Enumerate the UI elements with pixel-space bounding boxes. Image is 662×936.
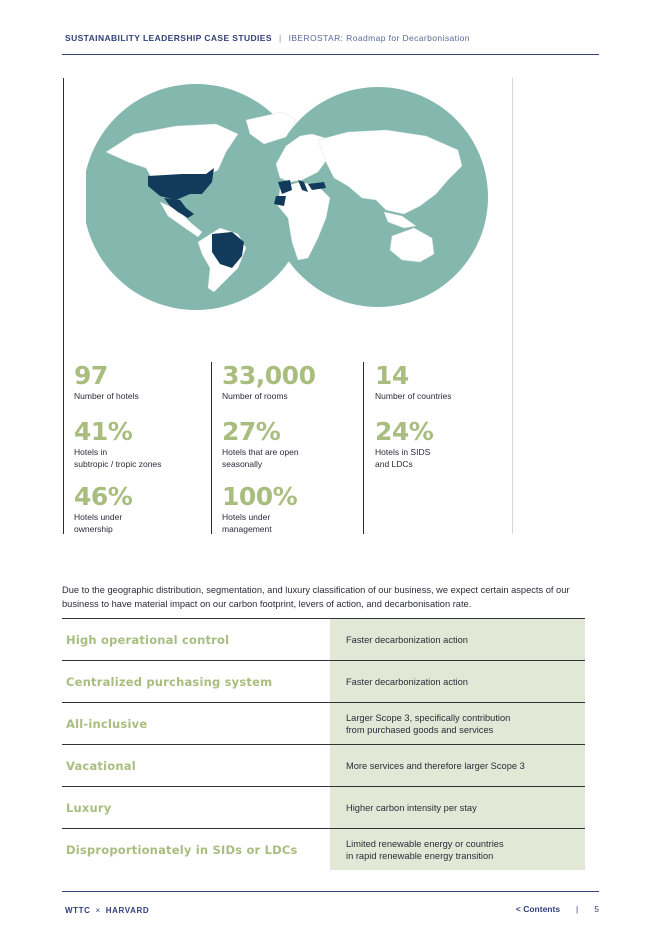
stat-label: Hotels in SIDS and LDCs — [375, 447, 431, 469]
stat-value: 33,000 — [222, 361, 316, 390]
table-row — [62, 744, 585, 786]
series-title: SUSTAINABILITY LEADERSHIP CASE STUDIES — [65, 33, 272, 43]
impact-cell: Limited renewable energy or countries in rapid renewable energy transition — [330, 829, 585, 870]
stats-column-divider-1 — [211, 362, 212, 534]
table-row — [62, 702, 585, 744]
stat-ownership — [74, 483, 132, 535]
stats-column-divider-2 — [363, 362, 364, 534]
stat-label: Hotels under ownership — [74, 512, 123, 534]
stat-label: Hotels in subtropic / tropic zones — [74, 447, 162, 469]
header-separator: | — [278, 33, 282, 43]
stat-subtropic — [74, 418, 161, 470]
stat-management — [222, 483, 297, 535]
footer-brand — [65, 906, 149, 915]
factor-cell: Vacational — [66, 758, 136, 773]
stat-label: Hotels under management — [222, 512, 272, 534]
stat-label: Number of hotels — [74, 391, 139, 401]
right-border-line — [512, 78, 513, 534]
impact-cell: More services and therefore larger Scope 3 — [330, 745, 585, 786]
page-number: 5 — [594, 904, 599, 914]
table-row — [62, 828, 585, 870]
stat-value: 27% — [222, 417, 281, 446]
footer-times: × — [95, 906, 101, 915]
stat-sids — [375, 418, 433, 470]
intro-paragraph: Due to the geographic distribution, segmentation, and luxury classification of our business, we expect certain aspects of our business to have material impact on our carbon footprint, levers of action, and decarbonisation rate. — [62, 585, 570, 610]
stat-value: 97 — [74, 361, 108, 390]
left-border-line — [63, 78, 64, 534]
stat-value: 41% — [74, 417, 133, 446]
impact-cell: Larger Scope 3, specifically contribution from purchased goods and services — [330, 703, 585, 744]
footer-nav — [516, 904, 599, 914]
factor-cell: Disproportionately in SIDs or LDCs — [66, 842, 298, 857]
stat-label: Hotels that are open seasonally — [222, 447, 299, 469]
footer-rule — [62, 891, 599, 892]
document-title: IBEROSTAR: Roadmap for Decarbonisation — [288, 33, 470, 43]
page-header — [65, 33, 470, 43]
stat-rooms — [222, 362, 315, 403]
footer-org-wttc: WTTC — [65, 906, 91, 915]
stat-hotels — [74, 362, 139, 403]
stat-countries — [375, 362, 452, 403]
factor-cell: Luxury — [66, 800, 112, 815]
table-row — [62, 786, 585, 828]
table-row — [62, 618, 585, 660]
table-row — [62, 660, 585, 702]
stat-label: Number of countries — [375, 391, 452, 401]
footer-separator: | — [576, 904, 579, 914]
stat-value: 100% — [222, 482, 298, 511]
header-rule — [62, 54, 599, 55]
impact-cell: Higher carbon intensity per stay — [330, 787, 585, 828]
factor-cell: All-inclusive — [66, 716, 148, 731]
contents-link[interactable]: < Contents — [515, 904, 561, 914]
factor-cell: High operational control — [66, 632, 230, 647]
impact-cell: Faster decarbonization action — [330, 661, 585, 702]
stat-seasonal — [222, 418, 299, 470]
stat-label: Number of rooms — [222, 391, 288, 401]
stat-value: 14 — [375, 361, 409, 390]
stat-value: 46% — [74, 482, 133, 511]
stat-value: 24% — [375, 417, 434, 446]
impact-cell: Faster decarbonization action — [330, 619, 585, 660]
factor-cell: Centralized purchasing system — [66, 674, 273, 689]
impact-table — [62, 618, 585, 870]
footer-org-harvard: HARVARD — [105, 906, 150, 915]
world-map — [86, 82, 488, 312]
